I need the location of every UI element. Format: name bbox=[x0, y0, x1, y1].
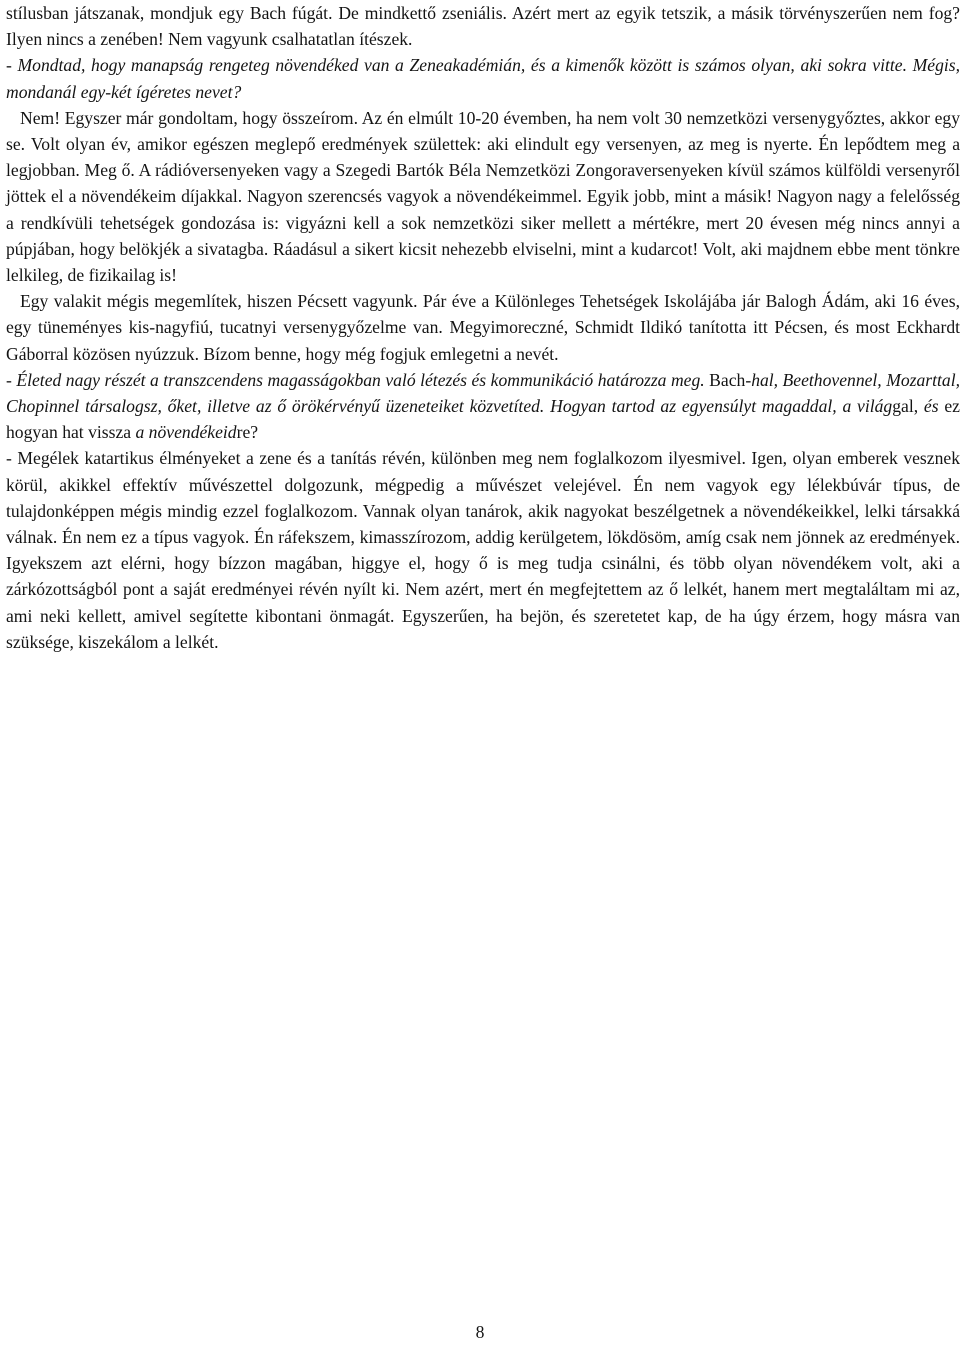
text-run: - Megélek katartikus élményeket a zene és a tanítás révén, különben meg nem foglalkozom ilyesmivel. Igen, olyan emberek vesznek körül, akikkel effektív művészettel dolgozunk, mégpedig a művészet velejével. Én nem vagyok egy lélekbúvár típus, de tulajdonképpen mégis mindig ezzel foglalkozom. Vannak olyan tanárok, akik nagyokat beszélgetnek a növendékeikkel, lelki társakká válnak. Én nem ez a típus vagyok. Én ráfekszem, kimasszírozom, addig kerülgetem, lökdösöm, amíg csak nem jönnek az eredmények. Igyekszem azt elérni, hogy bízzon magában, higgye el, hogy ő is meg tudja csinálni, és több olyan növendékem volt, aki a zárkózottságból pont a saját eredményei révén nyílt ki. Nem azért, mert én megfejtettem az ő lelkét, hanem mert megtaláltam mi az, ami neki kellett, amivel segítette kibontani önmagát. Egyszerűen, ha bejön, és szeretetet kap, de ha úgy érzem, hogy másra van szüksége, kiszekálom a lelkét. bbox=[6, 448, 960, 652]
text-run: ez hogyan hat vissza bbox=[6, 396, 960, 443]
text-run: Egy valakit mégis megemlítek, hiszen Pécsett vagyunk. Pár éve a Különleges Tehetségek Iskolájába jár Balogh Ádám, aki 16 éves, egy tüneményes kis-nagyfiú, tucatnyi versenygyőzelme van. Megyimoreczné, Schmidt Ildikó tanította itt Pécsen, és most Eckhardt Gáborral közösen nyúzzuk. Bízom benne, hogy még fogjuk emlegetni a nevét. bbox=[6, 291, 960, 364]
paragraph-6-answer bbox=[6, 445, 960, 655]
paragraph-3-answer bbox=[6, 105, 960, 288]
text-run: gal, bbox=[892, 396, 924, 417]
italic-text-run: és bbox=[923, 396, 945, 417]
italic-text-run: a növendékeid bbox=[135, 422, 237, 443]
text-run: - bbox=[6, 369, 17, 390]
paragraph-5-question bbox=[6, 367, 960, 446]
text-run: Nem! Egyszer már gondoltam, hogy összeírom. Az én elmúlt 10-20 évemben, ha nem volt 30 nemzetközi versenygyőztes, akkor egy se. Volt olyan év, amikor egészen meglepő eredmények születtek: aki elindult egy versenyen, az meg is nyerte. Én lepődtem meg a legjobban. Meg ő. A rádióversenyeken vagy a Szegedi Bartók Béla Nemzetközi Zongoraversenyeken kívül számos külföldi versenyről jöttek el a növendékeim díjakkal. Nagyon szerencsés vagyok a növendékeimmel. Egyik jobb, mint a másik! Nagyon nagy a felelősség a rendkívüli tehetségek gondozása is: vigyázni kell a sok nemzetközi siker mellett a mértékre, mert 20 évesen még nincs annyi a púpjában, hogy belökjék a sivatagba. Ráadásul a sikert kicsit nehezebb elviselni, mint a kudarcot! Volt, aki majdnem ebbe ment tönkre lelkileg, de fizikailag is! bbox=[6, 107, 960, 286]
paragraph-1 bbox=[6, 0, 960, 52]
document-page bbox=[6, 0, 960, 655]
text-run: Bach- bbox=[709, 369, 752, 390]
text-run: - bbox=[6, 55, 18, 76]
paragraph-4 bbox=[6, 288, 960, 367]
page-number: 8 bbox=[475, 1322, 485, 1342]
paragraph-2-question bbox=[6, 52, 960, 104]
italic-text-run: hal, Beethovennel, Mozarttal, Chopinnel társalogsz, őket, illetve az ő örökérvényű üzeneteiket közvetíted. Hogyan tartod az egyensúlyt magaddal, a világ bbox=[6, 369, 960, 417]
italic-text-run: Mondtad, hogy manapság rengeteg növendéked van a Zeneakadémián, és a kimenők között is számos olyan, aki sokra vitte. Mégis, mondanál egy-két ígéretes nevet? bbox=[6, 55, 960, 102]
text-run: re? bbox=[236, 422, 259, 443]
italic-text-run: Életed nagy részét a transzcendens magasságokban való létezés és kommunikáció határozza meg. bbox=[16, 369, 710, 390]
text-run: stílusban játszanak, mondjuk egy Bach fúgát. De mindkettő zseniális. Azért mert az egyik tetszik, a másik törvényszerűen nem fog? Ilyen nincs a zenében! Nem vagyunk csalhatatlan ítészek. bbox=[6, 3, 960, 50]
